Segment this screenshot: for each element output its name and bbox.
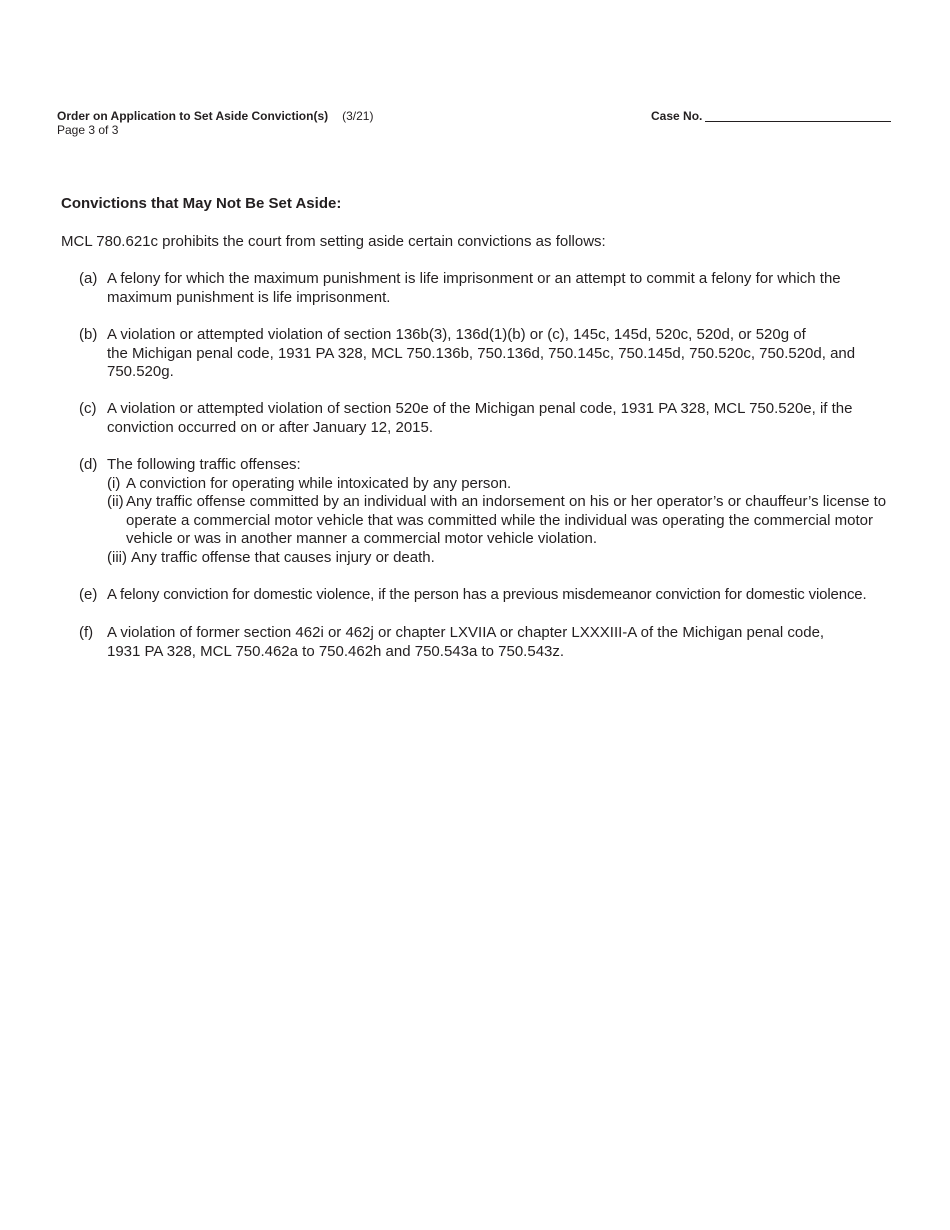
item-letter: (c) — [79, 400, 97, 417]
form-title: Order on Application to Set Aside Conviction(s) — [57, 109, 329, 123]
item-text-line: the Michigan penal code, 1931 PA 328, MCL 750.136b, 750.136d, 750.145c, 750.145d, 750.520c, 750.520d, and 750.520g. — [107, 344, 856, 380]
sub-numeral: (ii) — [107, 493, 124, 510]
section-heading: Convictions that May Not Be Set Aside: — [61, 195, 342, 212]
sub-numeral: (iii) — [107, 548, 127, 566]
list-item-e — [79, 586, 919, 605]
item-text — [107, 326, 904, 382]
item-text: The following traffic offenses: — [107, 456, 301, 473]
case-no-blank-line — [705, 120, 891, 122]
item-text-line: A violation or attempted violation of section 136b(3), 136d(1)(b) or (c), 145c, 145d, 520c, 520d, or 520g of — [107, 326, 806, 343]
item-text: A violation or attempted violation of section 520e of the Michigan penal code, 1931 PA 328, MCL 750.520e, if the conviction occurred on or after January 12, 2015. — [107, 400, 853, 436]
list-item-b — [79, 326, 904, 382]
case-no-label: Case No. — [651, 109, 703, 123]
item-text — [107, 624, 904, 661]
item-letter: (d) — [79, 456, 98, 473]
sub-item-i — [107, 475, 904, 494]
list-item-a — [79, 270, 904, 307]
item-text: A felony conviction for domestic violence, if the person has a previous misdemeanor conviction for domestic violence. — [107, 586, 867, 603]
sub-item-ii — [107, 493, 904, 549]
item-text: A felony for which the maximum punishment is life imprisonment or an attempt to commit a felony for which the maximum punishment is life imprisonment. — [107, 270, 841, 306]
list-item-f — [79, 624, 904, 661]
page-number: Page 3 of 3 — [57, 123, 119, 137]
sub-text: Any traffic offense that causes injury or death. — [131, 548, 435, 566]
item-letter: (b) — [79, 326, 98, 343]
item-letter: (a) — [79, 270, 98, 287]
item-letter: (e) — [79, 586, 98, 603]
form-header — [57, 109, 373, 137]
form-revision: (3/21) — [342, 109, 374, 123]
sub-item-iii — [107, 549, 904, 568]
item-text-line: A violation of former section 462i or 462j or chapter LXVIIA or chapter LXXXIII-A of the Michigan penal code, — [107, 624, 825, 641]
sub-numeral: (i) — [107, 474, 121, 492]
item-letter: (f) — [79, 624, 94, 641]
case-number-field — [651, 109, 891, 123]
list-item-d — [79, 456, 904, 567]
item-text-line: 1931 PA 328, MCL 750.462a to 750.462h and 750.543a to 750.543z. — [107, 642, 565, 660]
sub-text: A conviction for operating while intoxicated by any person. — [126, 474, 512, 492]
sub-text: Any traffic offense committed by an individual with an indorsement on his or her operator’s or chauffeur’s license to operate a commercial motor vehicle that was committed while the individual was operating the commercial motor vehicle or was in another manner a commercial motor vehicle violation. — [126, 493, 887, 547]
list-item-c — [79, 400, 904, 437]
intro-paragraph: MCL 780.621c prohibits the court from setting aside certain convictions as follows: — [61, 233, 606, 250]
